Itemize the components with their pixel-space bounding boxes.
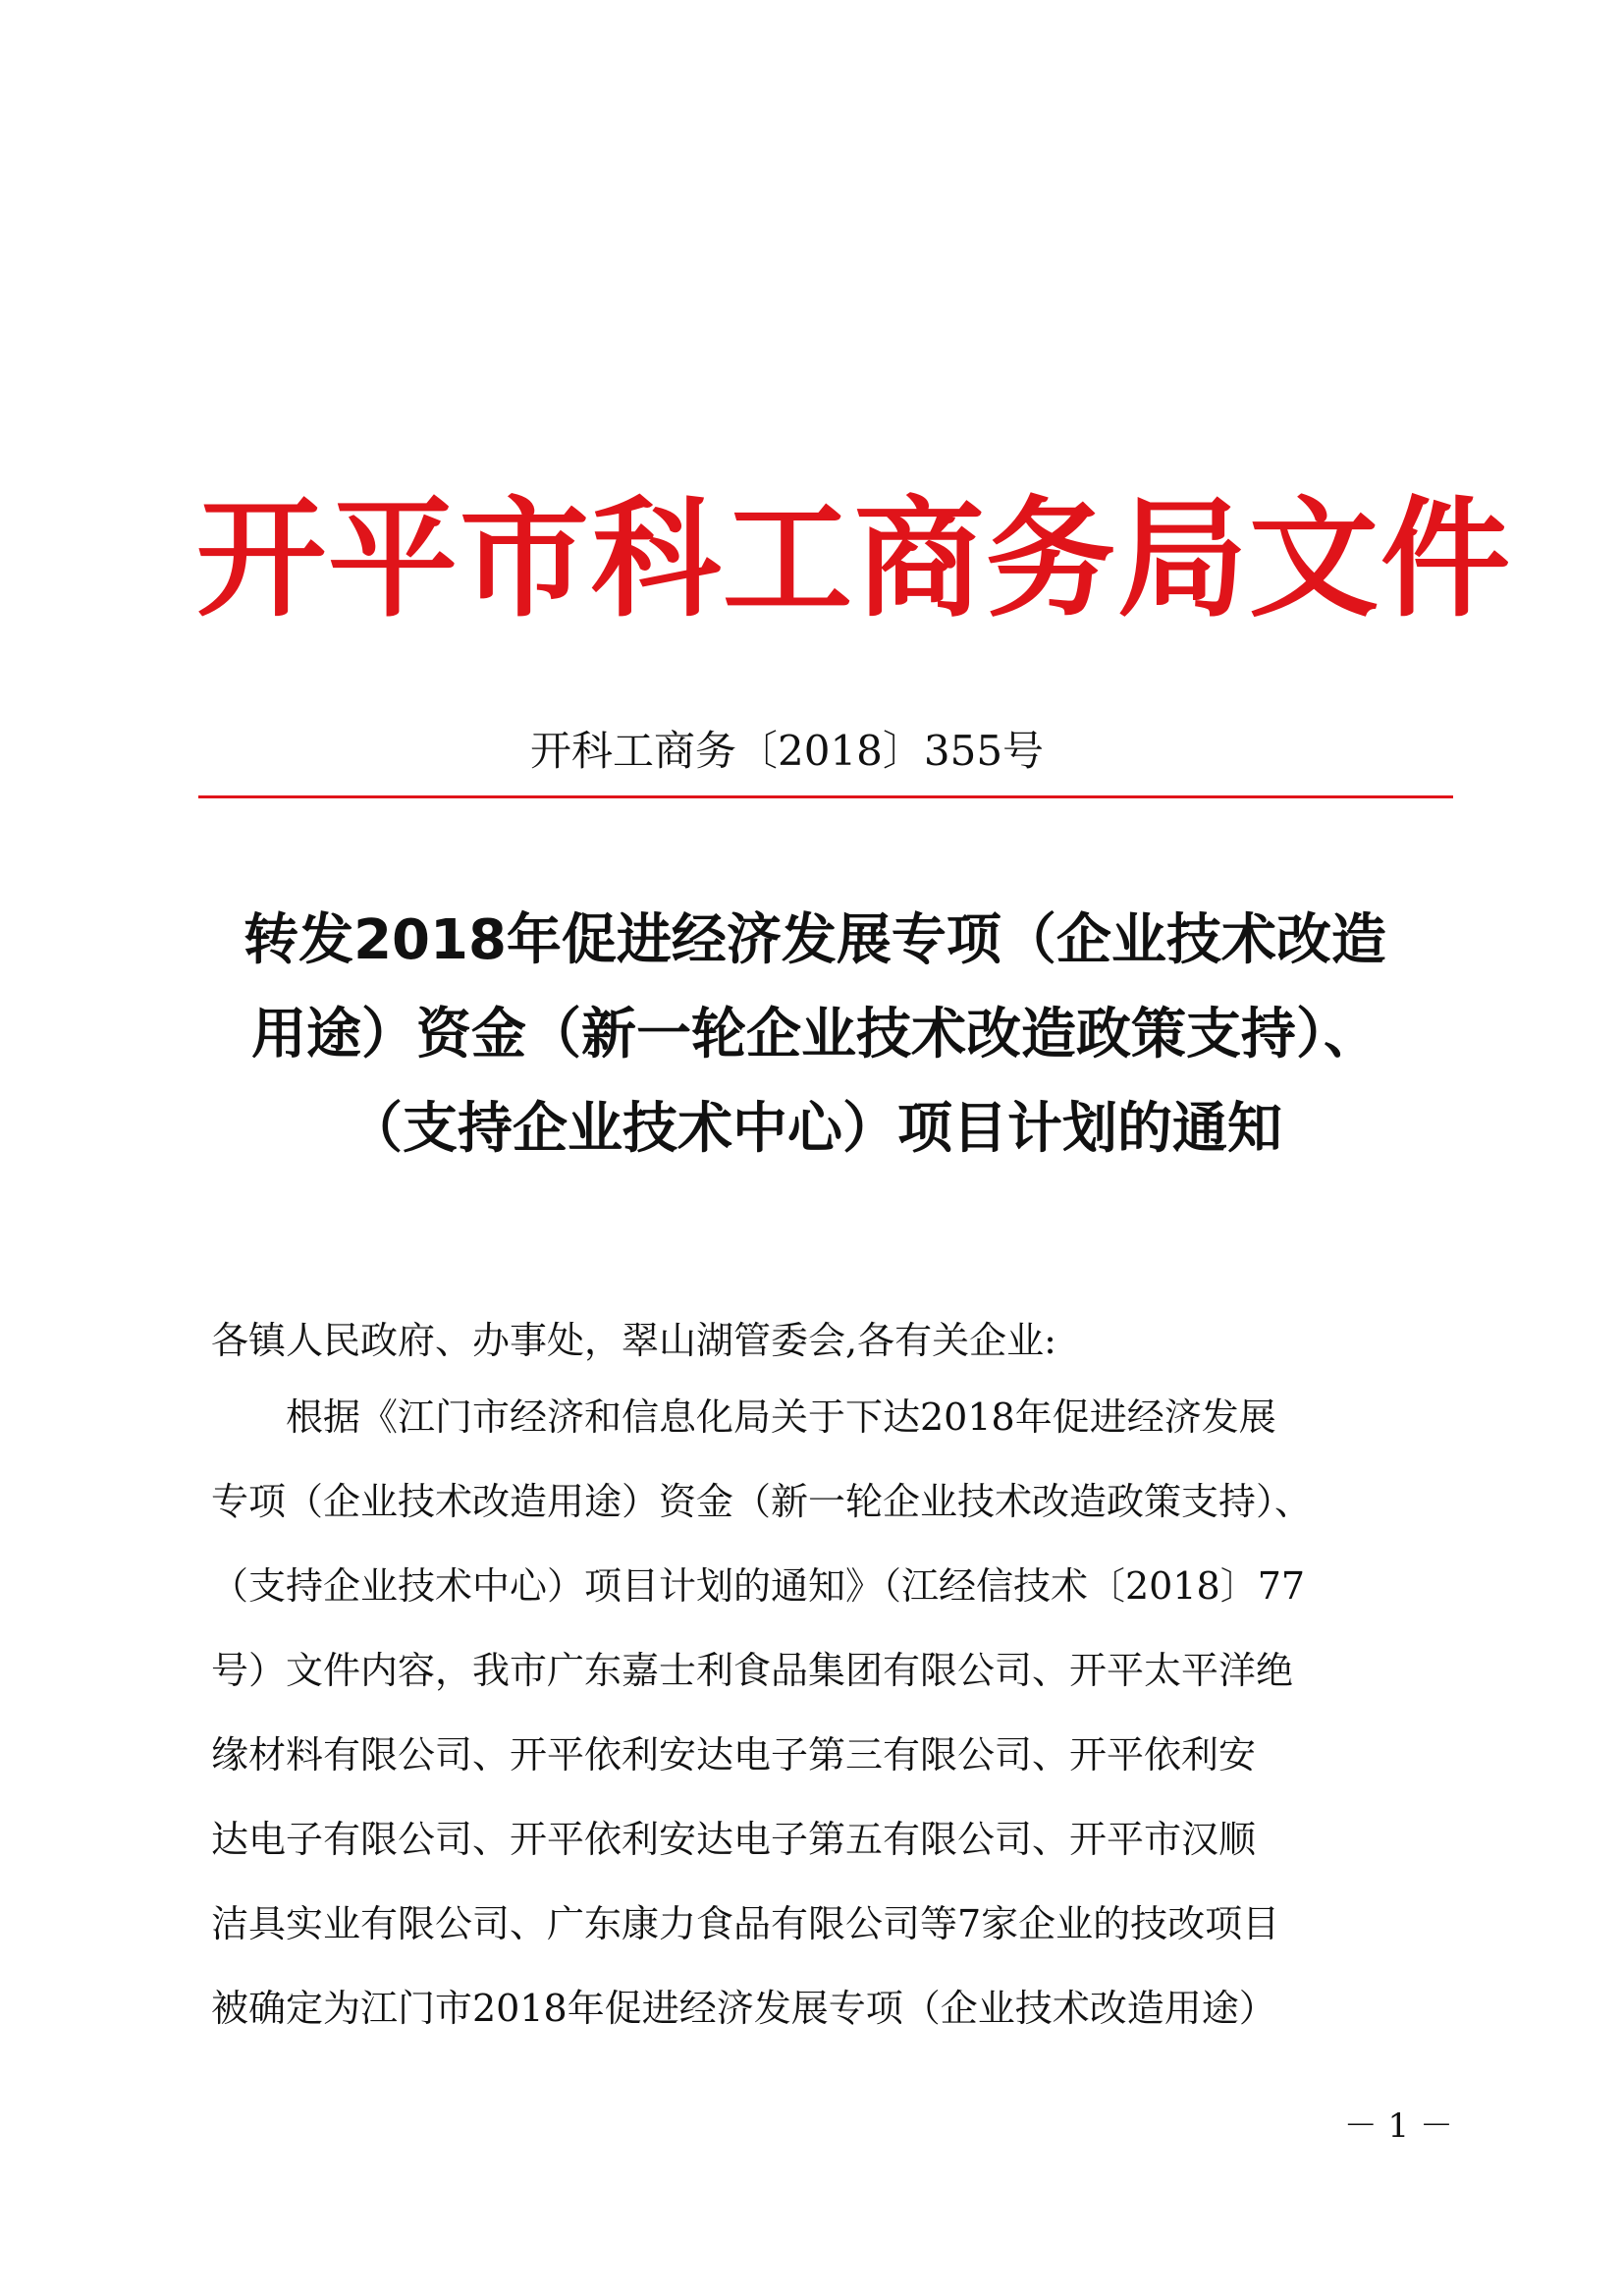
body-line: 专项（企业技术改造用途）资金（新一轮企业技术改造政策支持）、 [211, 1480, 1313, 1523]
body-line: 缘材料有限公司、开平依利安达电子第三有限公司、开平依利安 [211, 1733, 1257, 1777]
red-divider-line [198, 795, 1453, 798]
body-line: （支持企业技术中心）项目计划的通知》（江经信技术〔2018〕77 [211, 1564, 1306, 1608]
body-paragraph [211, 1375, 1438, 2050]
title-line-1: 转发2018年促进经济发展专项（企业技术改造 [243, 908, 1386, 972]
salutation: 各镇人民政府、办事处，翠山湖管委会,各有关企业: [211, 1319, 1056, 1362]
agency-red-header: 开平市科工商务局文件 [196, 483, 1512, 635]
body-line: 洁具实业有限公司、广东康力食品有限公司等7家企业的技改项目 [211, 1902, 1280, 1945]
document-number: 开科工商务〔2018〕355号 [530, 727, 1045, 775]
body-line: 达电子有限公司、开平依利安达电子第五有限公司、开平市汉顺 [211, 1818, 1257, 1861]
body-line: 根据《江门市经济和信息化局关于下达2018年促进经济发展 [211, 1395, 1276, 1439]
document-title [196, 894, 1434, 1176]
title-line-3: （支持企业技术中心）项目计划的通知 [348, 1097, 1282, 1161]
page-number: － 1 － [1343, 2106, 1453, 2146]
title-line-2: 用途）资金（新一轮企业技术改造政策支持）、 [251, 1003, 1379, 1066]
body-line: 号）文件内容，我市广东嘉士利食品集团有限公司、开平太平洋绝 [211, 1649, 1294, 1692]
body-line: 被确定为江门市2018年促进经济发展专项（企业技术改造用途） [211, 1987, 1276, 2030]
